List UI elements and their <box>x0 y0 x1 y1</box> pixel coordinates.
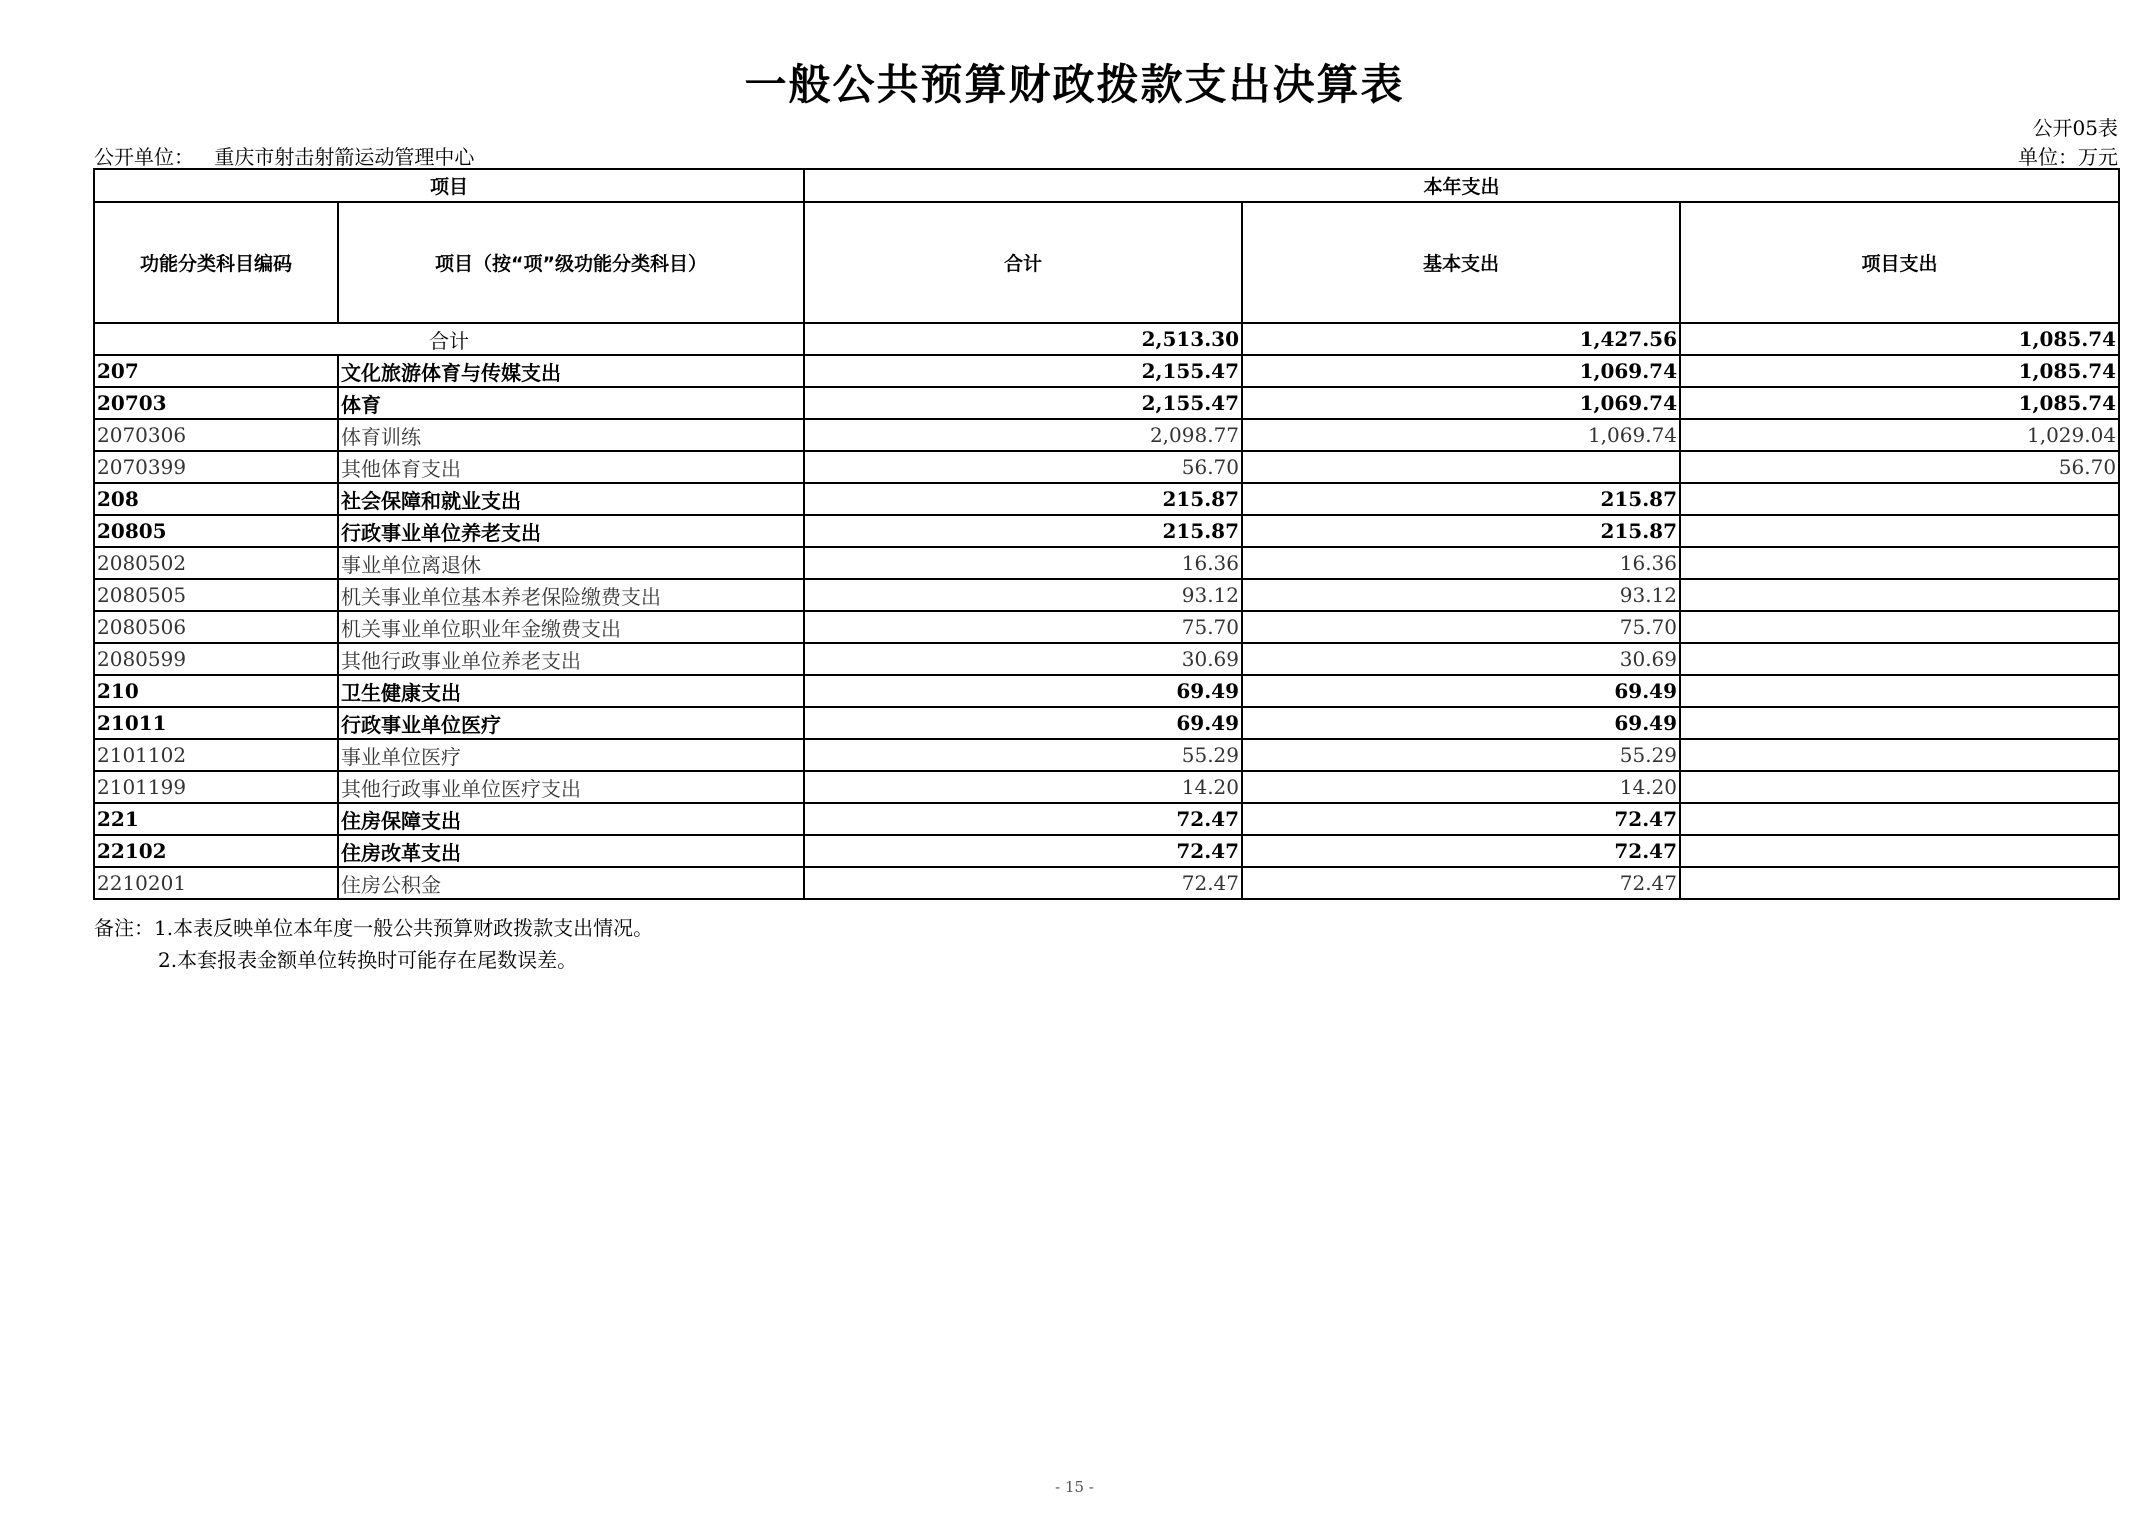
row-code: 21011 <box>94 707 338 739</box>
row-project <box>1680 835 2119 867</box>
header-name: 项目（按“项”级功能分类科目） <box>338 202 804 323</box>
row-name: 事业单位离退休 <box>338 547 804 579</box>
row-name: 体育 <box>338 387 804 419</box>
total-project: 1,085.74 <box>1680 323 2119 355</box>
row-project <box>1680 547 2119 579</box>
expenditure-table <box>93 168 2120 900</box>
row-basic: 75.70 <box>1242 611 1680 643</box>
header-basic: 基本支出 <box>1242 202 1680 323</box>
page-title: 一般公共预算财政拨款支出决算表 <box>744 60 1405 109</box>
row-code: 20805 <box>94 515 338 547</box>
row-project <box>1680 771 2119 803</box>
note-2: 2.本套报表金额单位转换时可能存在尾数误差。 <box>158 948 578 972</box>
row-name: 事业单位医疗 <box>338 739 804 771</box>
row-basic: 72.47 <box>1242 867 1680 899</box>
row-name: 住房公积金 <box>338 867 804 899</box>
row-total: 55.29 <box>804 739 1242 771</box>
row-project <box>1680 483 2119 515</box>
row-basic: 69.49 <box>1242 675 1680 707</box>
row-basic: 69.49 <box>1242 707 1680 739</box>
header-item: 项目 <box>94 169 804 202</box>
table-row <box>94 515 2119 547</box>
table-row <box>94 867 2119 899</box>
row-project: 1,085.74 <box>1680 355 2119 387</box>
total-total: 2,513.30 <box>804 323 1242 355</box>
row-project <box>1680 739 2119 771</box>
row-total: 2,155.47 <box>804 355 1242 387</box>
row-project <box>1680 803 2119 835</box>
total-row <box>94 323 2119 355</box>
row-code: 2101199 <box>94 771 338 803</box>
row-project <box>1680 579 2119 611</box>
row-total: 215.87 <box>804 515 1242 547</box>
table-row <box>94 579 2119 611</box>
row-code: 2070399 <box>94 451 338 483</box>
row-basic: 72.47 <box>1242 835 1680 867</box>
row-total: 93.12 <box>804 579 1242 611</box>
notes <box>94 912 653 976</box>
table-row <box>94 387 2119 419</box>
row-name: 卫生健康支出 <box>338 675 804 707</box>
row-code: 2080502 <box>94 547 338 579</box>
row-project <box>1680 867 2119 899</box>
header-total: 合计 <box>804 202 1242 323</box>
row-name: 其他行政事业单位医疗支出 <box>338 771 804 803</box>
row-project <box>1680 643 2119 675</box>
row-code: 2080599 <box>94 643 338 675</box>
row-total: 2,098.77 <box>804 419 1242 451</box>
row-project: 1,085.74 <box>1680 387 2119 419</box>
header-this-year: 本年支出 <box>804 169 2119 202</box>
table-row <box>94 771 2119 803</box>
row-name: 体育训练 <box>338 419 804 451</box>
row-name: 文化旅游体育与传媒支出 <box>338 355 804 387</box>
row-code: 22102 <box>94 835 338 867</box>
page-number: - 15 - <box>1055 1478 1094 1496</box>
row-code: 20703 <box>94 387 338 419</box>
unit-name: 重庆市射击射箭运动管理中心 <box>214 145 475 169</box>
row-total: 72.47 <box>804 803 1242 835</box>
row-code: 2101102 <box>94 739 338 771</box>
form-number: 公开05表 <box>2032 116 2118 140</box>
table-row <box>94 611 2119 643</box>
table-row <box>94 739 2119 771</box>
row-total: 16.36 <box>804 547 1242 579</box>
row-project <box>1680 675 2119 707</box>
table-body <box>94 323 2119 899</box>
table-row <box>94 547 2119 579</box>
row-code: 2080505 <box>94 579 338 611</box>
row-name: 机关事业单位基本养老保险缴费支出 <box>338 579 804 611</box>
row-name: 行政事业单位养老支出 <box>338 515 804 547</box>
row-code: 208 <box>94 483 338 515</box>
row-name: 行政事业单位医疗 <box>338 707 804 739</box>
row-project <box>1680 611 2119 643</box>
table-row <box>94 419 2119 451</box>
row-project: 1,029.04 <box>1680 419 2119 451</box>
row-code: 221 <box>94 803 338 835</box>
row-project <box>1680 515 2119 547</box>
unit-label: 公开单位： <box>94 145 194 169</box>
header-project: 项目支出 <box>1680 202 2119 323</box>
table-row <box>94 451 2119 483</box>
total-basic: 1,427.56 <box>1242 323 1680 355</box>
row-basic: 55.29 <box>1242 739 1680 771</box>
row-basic: 1,069.74 <box>1242 355 1680 387</box>
row-basic: 215.87 <box>1242 483 1680 515</box>
row-total: 14.20 <box>804 771 1242 803</box>
table-row <box>94 675 2119 707</box>
row-basic: 1,069.74 <box>1242 419 1680 451</box>
row-code: 2080506 <box>94 611 338 643</box>
row-project <box>1680 707 2119 739</box>
row-basic: 93.12 <box>1242 579 1680 611</box>
row-name: 其他行政事业单位养老支出 <box>338 643 804 675</box>
row-basic: 16.36 <box>1242 547 1680 579</box>
row-basic: 1,069.74 <box>1242 387 1680 419</box>
row-total: 75.70 <box>804 611 1242 643</box>
row-total: 2,155.47 <box>804 387 1242 419</box>
row-basic: 14.20 <box>1242 771 1680 803</box>
row-basic: 72.47 <box>1242 803 1680 835</box>
row-basic <box>1242 451 1680 483</box>
row-total: 72.47 <box>804 867 1242 899</box>
row-name: 住房改革支出 <box>338 835 804 867</box>
row-project: 56.70 <box>1680 451 2119 483</box>
row-total: 69.49 <box>804 707 1242 739</box>
row-code: 2070306 <box>94 419 338 451</box>
row-code: 210 <box>94 675 338 707</box>
table-row <box>94 355 2119 387</box>
row-name: 机关事业单位职业年金缴费支出 <box>338 611 804 643</box>
row-total: 69.49 <box>804 675 1242 707</box>
currency-unit: 单位：万元 <box>2018 145 2118 169</box>
row-code: 2210201 <box>94 867 338 899</box>
row-basic: 30.69 <box>1242 643 1680 675</box>
table-row <box>94 707 2119 739</box>
table-row <box>94 643 2119 675</box>
row-name: 住房保障支出 <box>338 803 804 835</box>
row-basic: 215.87 <box>1242 515 1680 547</box>
table-row <box>94 835 2119 867</box>
row-total: 30.69 <box>804 643 1242 675</box>
note-1: 备注：1.本表反映单位本年度一般公共预算财政拨款支出情况。 <box>94 916 654 940</box>
unit-info <box>94 141 474 170</box>
row-name: 社会保障和就业支出 <box>338 483 804 515</box>
row-total: 72.47 <box>804 835 1242 867</box>
total-label: 合计 <box>94 323 804 355</box>
row-name: 其他体育支出 <box>338 451 804 483</box>
table-row <box>94 803 2119 835</box>
row-total: 56.70 <box>804 451 1242 483</box>
header-code: 功能分类科目编码 <box>94 202 338 323</box>
row-code: 207 <box>94 355 338 387</box>
table-row <box>94 483 2119 515</box>
row-total: 215.87 <box>804 483 1242 515</box>
